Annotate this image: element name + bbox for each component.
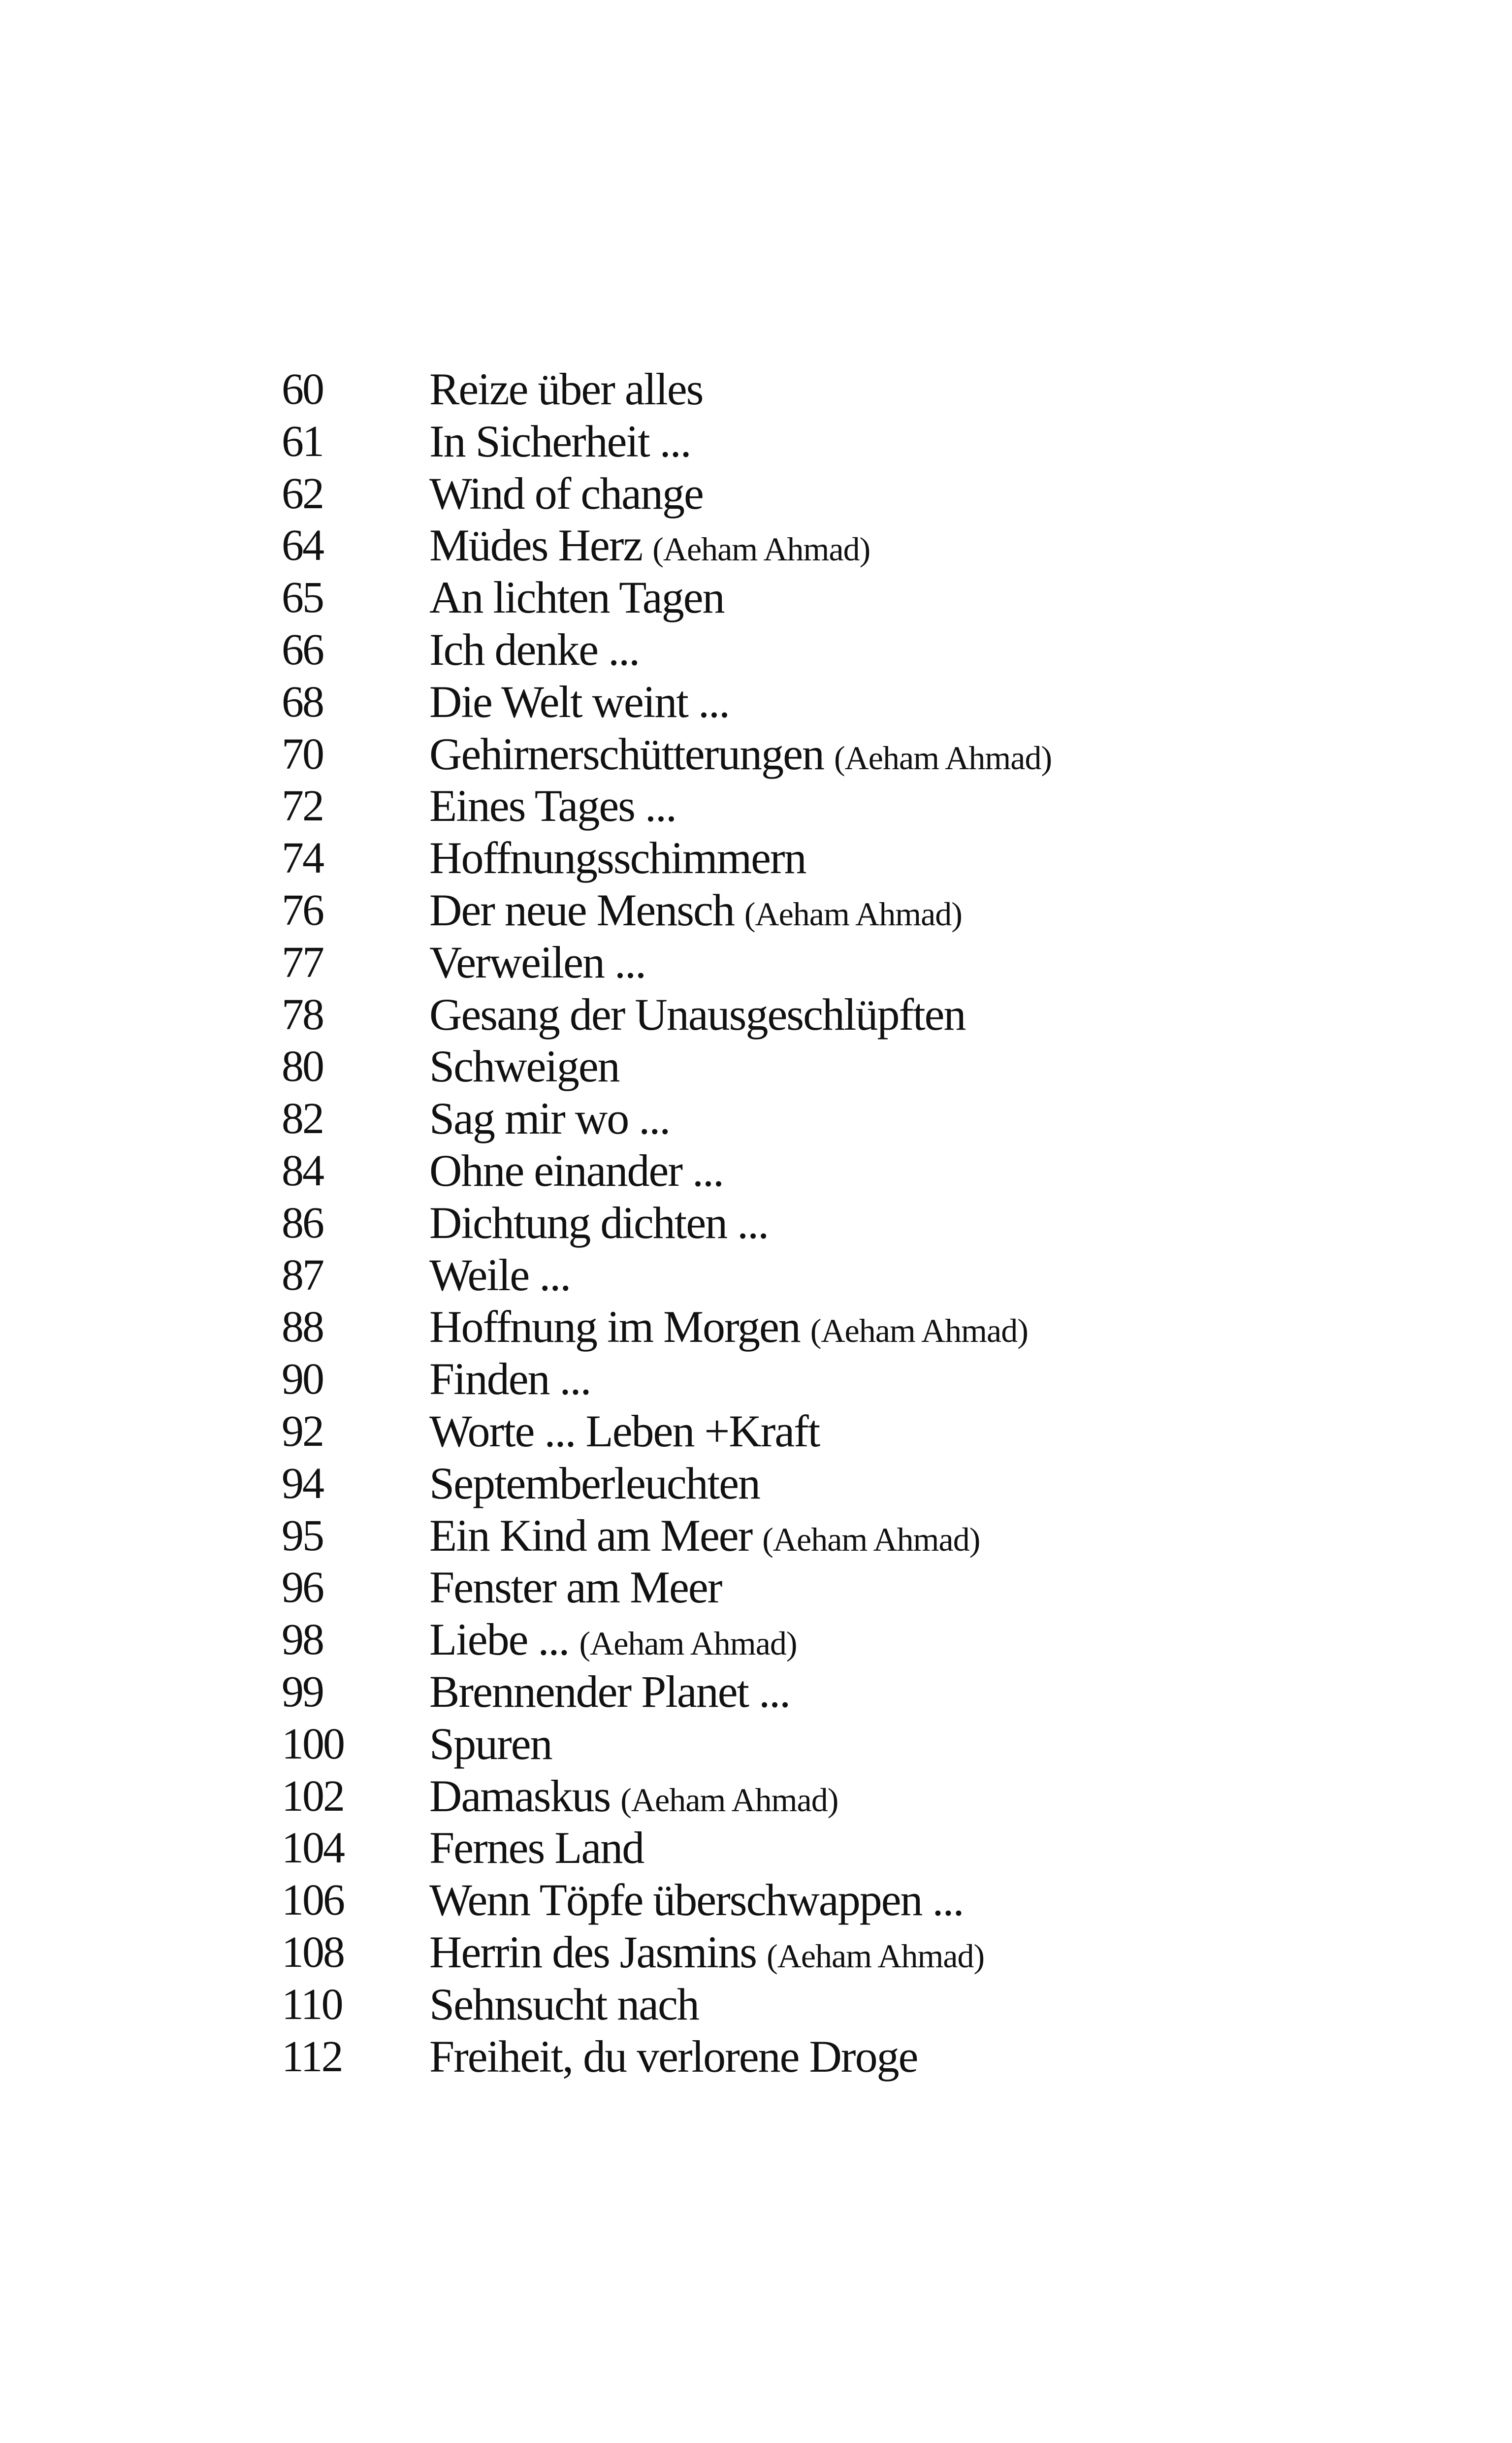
poem-title: Brennender Planet ... — [429, 1666, 790, 1717]
poem-title-line — [429, 884, 962, 941]
page-number: 104 — [282, 1824, 344, 1873]
poem-title-line — [429, 1510, 980, 1566]
poem-title-line — [429, 572, 724, 624]
poem-title: Finden ... — [429, 1354, 591, 1404]
page-number: 94 — [282, 1459, 323, 1508]
page-number: 72 — [282, 782, 323, 831]
page-number: 64 — [282, 521, 323, 570]
poem-author: (Aeham Ahmad) — [762, 1520, 980, 1558]
page-number: 92 — [282, 1406, 323, 1456]
poem-author: (Aeham Ahmad) — [579, 1625, 797, 1662]
page-number: 78 — [282, 990, 323, 1039]
poem-title-line — [429, 1405, 819, 1458]
poem-title: Sehnsucht nach — [429, 1979, 699, 2029]
poem-title: Damaskus — [429, 1770, 611, 1821]
poem-title-line — [429, 676, 729, 728]
page-number: 68 — [282, 677, 323, 726]
page-number: 82 — [282, 1094, 323, 1143]
page-number: 112 — [282, 2032, 342, 2081]
poem-author: (Aeham Ahmad) — [744, 895, 962, 933]
page-number: 60 — [282, 365, 323, 414]
page-number: 84 — [282, 1146, 323, 1195]
page-number: 74 — [282, 834, 323, 883]
page-number: 108 — [282, 1927, 344, 1977]
page-number: 90 — [282, 1355, 323, 1404]
poem-title-line — [429, 1874, 964, 1926]
poem-title: Weile ... — [429, 1249, 571, 1300]
poem-title: Reize über alles — [429, 364, 703, 414]
page-number: 96 — [282, 1563, 323, 1612]
page-number: 61 — [282, 417, 323, 466]
page-number: 87 — [282, 1250, 323, 1300]
poem-title-line — [429, 1718, 552, 1770]
poem-title: Verweilen ... — [429, 937, 645, 987]
poem-title-line — [429, 1770, 838, 1826]
poem-title: Ohne einander ... — [429, 1145, 723, 1196]
poem-title-line — [429, 728, 1052, 784]
poem-title-line — [429, 624, 639, 676]
poem-title: An lichten Tagen — [429, 572, 724, 623]
poem-title: Gesang der Unausgeschlüpften — [429, 989, 965, 1040]
poem-title: Wind of change — [429, 468, 703, 519]
poem-title: Freiheit, du verlorene Droge — [429, 2031, 918, 2082]
poem-title: Die Welt weint ... — [429, 676, 729, 727]
poem-title: Schweigen — [429, 1041, 619, 1092]
poem-title: Septemberleuchten — [429, 1458, 760, 1508]
page-number: 100 — [282, 1719, 344, 1768]
poem-title-line — [429, 2031, 917, 2083]
poem-title-line — [429, 780, 676, 832]
poem-title-line — [429, 1926, 984, 1983]
poem-author: (Aeham Ahmad) — [620, 1781, 838, 1819]
poem-title-line — [429, 1822, 643, 1874]
page-number: 65 — [282, 573, 323, 622]
poem-title: Sag mir wo ... — [429, 1093, 670, 1144]
page-number: 77 — [282, 938, 323, 987]
poem-title: Fenster am Meer — [429, 1562, 722, 1613]
poem-title-line — [429, 1041, 619, 1093]
page-number: 95 — [282, 1511, 323, 1560]
poem-title-line — [429, 832, 806, 884]
page-number: 88 — [282, 1303, 323, 1352]
poem-title-line — [429, 468, 703, 520]
poem-title-line — [429, 520, 870, 576]
poem-title-line — [429, 1562, 721, 1614]
poem-title: In Sicherheit ... — [429, 416, 691, 466]
poem-title-line — [429, 1614, 797, 1670]
poem-title-line — [429, 363, 703, 416]
poem-title: Ich denke ... — [429, 624, 640, 675]
page-number: 102 — [282, 1771, 344, 1821]
poem-title: Hoffnung im Morgen — [429, 1302, 800, 1352]
poem-title-line — [429, 1093, 670, 1145]
poem-title: Spuren — [429, 1718, 552, 1769]
poem-author: (Aeham Ahmad) — [834, 739, 1052, 777]
page-number: 66 — [282, 625, 323, 674]
poem-title: Wenn Töpfe überschwappen ... — [429, 1875, 964, 1925]
poem-title: Der neue Mensch — [429, 884, 734, 935]
poem-title-line — [429, 1197, 768, 1249]
page-number: 70 — [282, 729, 323, 779]
poem-title: Müdes Herz — [429, 520, 643, 571]
poem-title-line — [429, 989, 965, 1041]
poem-title: Dichtung dichten ... — [429, 1197, 769, 1248]
poem-title-line — [429, 1353, 591, 1405]
poem-title: Ein Kind am Meer — [429, 1510, 752, 1561]
poem-title-line — [429, 1458, 760, 1510]
poem-title-line — [429, 1979, 699, 2031]
poem-author: (Aeham Ahmad) — [652, 530, 870, 568]
page-number: 98 — [282, 1615, 323, 1664]
page-number: 86 — [282, 1198, 323, 1247]
poem-title: Hoffnungsschimmern — [429, 833, 806, 883]
poem-title: Fernes Land — [429, 1823, 644, 1873]
page-number: 110 — [282, 1980, 342, 2029]
poem-author: (Aeham Ahmad) — [810, 1312, 1028, 1350]
page-number: 99 — [282, 1667, 323, 1716]
poem-title: Eines Tages ... — [429, 781, 676, 831]
poem-title-line — [429, 937, 645, 989]
page-number: 106 — [282, 1876, 344, 1925]
poem-title: Gehirnerschütterungen — [429, 728, 824, 779]
poem-title-line — [429, 1249, 570, 1302]
page-number: 62 — [282, 469, 323, 518]
poem-title: Worte ... Leben +Kraft — [429, 1405, 820, 1456]
poem-title: Herrin des Jasmins — [429, 1926, 757, 1977]
page-number: 80 — [282, 1042, 323, 1091]
poem-title: Liebe ... — [429, 1614, 569, 1665]
poem-author: (Aeham Ahmad) — [767, 1937, 985, 1975]
poem-title-line — [429, 1666, 790, 1718]
poem-title-line — [429, 416, 691, 468]
poem-title-line — [429, 1301, 1028, 1357]
poem-title-line — [429, 1145, 723, 1197]
page-number: 76 — [282, 885, 323, 935]
